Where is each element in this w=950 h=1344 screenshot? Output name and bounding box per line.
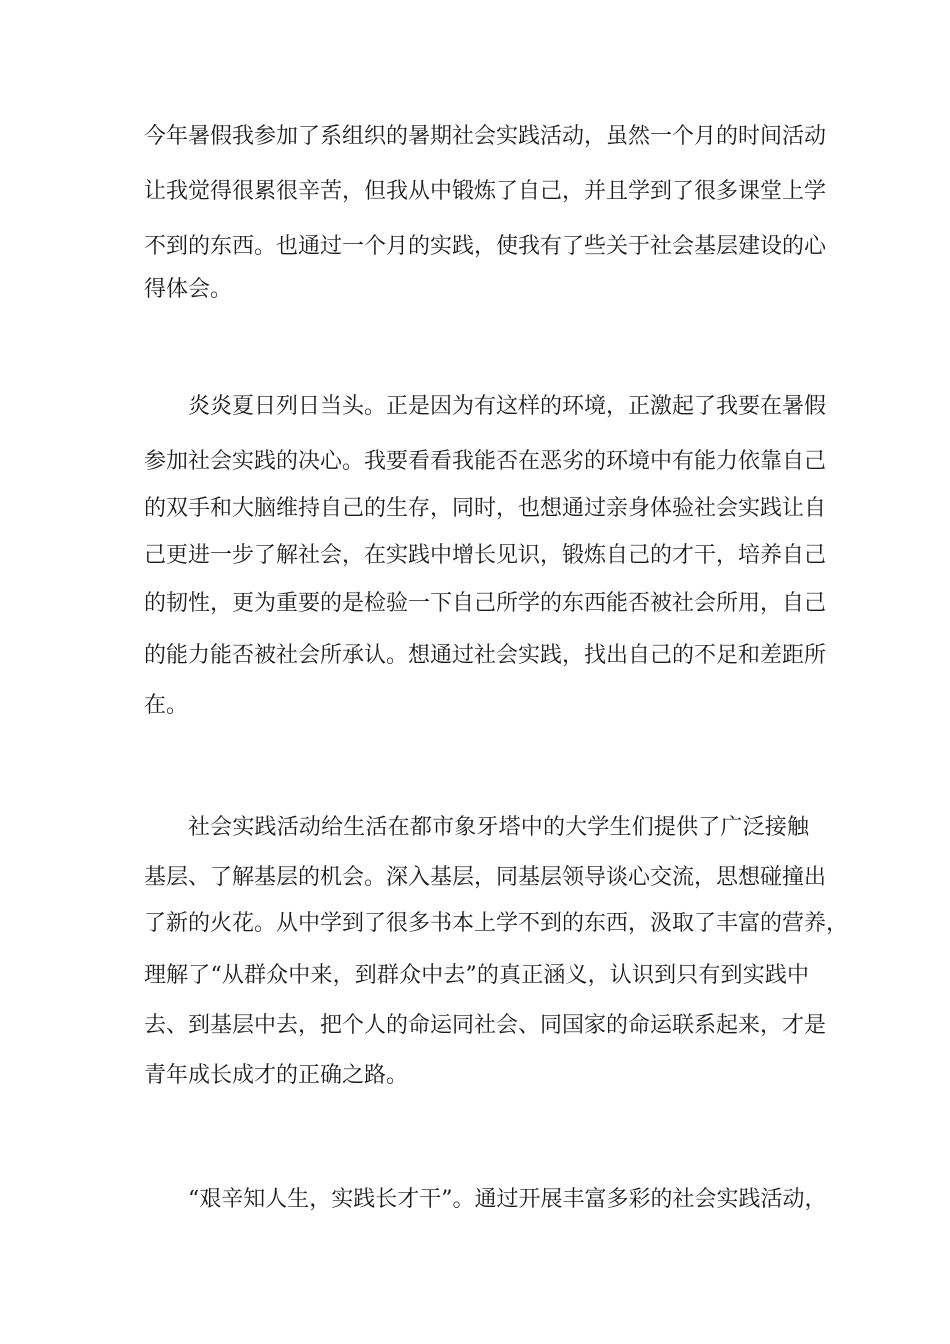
paragraph-line: 基层、了解基层的机会。深入基层，同基层领导谈心交流，思想碰撞出 [144,865,827,890]
paragraph-line: 去、到基层中去，把个人的命运同社会、同国家的命运联系起来，才是 [144,1013,827,1038]
paragraph-line: 在。 [144,693,189,718]
paragraph-line: 的双手和大脑维持自己的生存，同时，也想通过亲身体验社会实践让自 [144,496,827,521]
paragraph-line: 得体会。 [144,277,233,302]
paragraph-line: 炎炎夏日列日当头。正是因为有这样的环境，正激起了我要在暑假 [188,394,827,419]
paragraph-line: 的能力能否被社会所承认。想通过社会实践，找出自己的不足和差距所 [144,643,827,668]
paragraph-line: 参加社会实践的决心。我要看看我能否在恶劣的环境中有能力依靠自己 [144,449,827,474]
paragraph-line: 青年成长成才的正确之路。 [144,1063,409,1088]
paragraph-line: 社会实践活动给生活在都市象牙塔中的大学生们提供了广泛接触 [188,815,809,840]
paragraph-line: “艰辛知人生，实践长才干”。通过开展丰富多彩的社会实践活动， [188,1187,827,1212]
paragraph-line: 的韧性，更为重要的是检验一下自己所学的东西能否被社会所用，自己 [144,591,827,616]
paragraph-line: 理解了“从群众中来，到群众中去”的真正涵义，认识到只有到实践中 [144,963,809,988]
paragraph-line: 了新的火花。从中学到了很多书本上学不到的东西，汲取了丰富的营养， [144,911,849,936]
paragraph-line: 不到的东西。也通过一个月的实践，使我有了些关于社会基层建设的心 [144,234,827,259]
paragraph-line: 今年暑假我参加了系组织的暑期社会实践活动，虽然一个月的时间活动 [144,124,827,149]
paragraph-line: 让我觉得很累很辛苦，但我从中锻炼了自己，并且学到了很多课堂上学 [144,179,827,204]
paragraph-line: 己更进一步了解社会，在实践中增长见识，锻炼自己的才干，培养自己 [144,543,827,568]
